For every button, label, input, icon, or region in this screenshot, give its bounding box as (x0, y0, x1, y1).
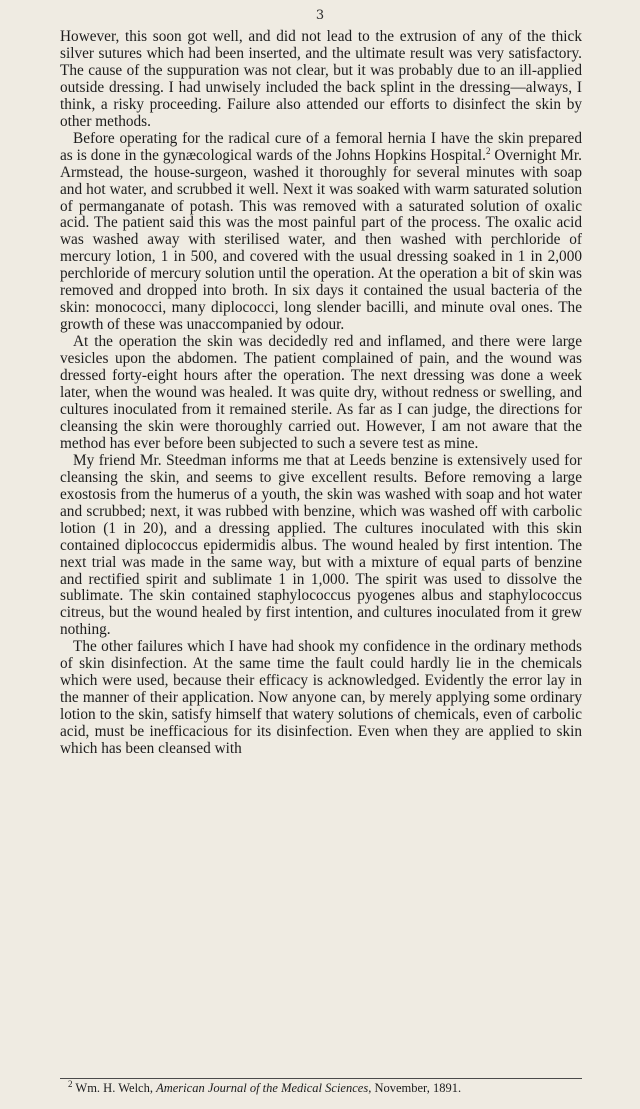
paragraph-2-text-a: Before operating for the radical cure of a femoral hernia I have the skin prepared as is done in the gynæcological wards of the Johns Hopkins Hospital. (60, 129, 582, 164)
footnote-divider (60, 1078, 582, 1079)
footnote (68, 1078, 584, 1096)
footnote-date: , November, 1891. (368, 1081, 462, 1095)
footnote-journal: American Journal of the Medical Sciences (156, 1081, 369, 1095)
paragraph-4: My friend Mr. Steedman informs me that at Leeds benzine is extensively used for cleansing the skin, and seems to give excellent results. Before removing a large exostosis from the humerus of a youth, the skin was washed with soap and hot water and scrubbed; next, it was rubbed with benzine, which was washed off with carbolic lotion (1 in 20), and a dressing applied. The cultures inoculated with this skin contained diplococcus epidermidis albus. The wound healed by first intention. The next trial was made in the same way, but with a mixture of equal parts of benzine and rectified spirit and sublimate 1 in 1,000. The spirit was used to dissolve the sublimate. The skin contained staphylococcus pyogenes albus and staphylococcus citreus, but the wound healed by first intention, and cultures inoculated from it grew nothing. (60, 451, 582, 639)
footnote-marker: 2 (68, 1078, 73, 1089)
page-number: 3 (315, 8, 325, 23)
footnote-reference: 2 (485, 145, 491, 156)
body-text (60, 29, 582, 758)
paragraph-1: However, this soon got well, and did not lead to the extrusion of any of the thick silver sutures which had been inserted, and the ultimate result was very satisfactory. The cause of the suppuration was not clear, but it was probably due to an ill-applied outside dressing. I had unwisely included the back splint in the dressing—always, I think, a risky proceeding. Failure also attended our efforts to disinfect the skin by other methods. (60, 28, 582, 130)
footnote-author: Wm. H. Welch, (72, 1081, 157, 1095)
paragraph-2-text-b: Overnight Mr. Armstead, the house-surgeon, washed it thoroughly for several minutes with soap and hot water, and scrubbed it well. Next it was soaked with warm saturated solution of permanganate of potash. This was removed with a saturated solution of oxalic acid. The patient said this was the most painful part of the process. The oxalic acid was washed away with sterilised water, and then washed with perchloride of mercury lotion, 1 in 500, and covered with the usual dressing soaked in 1 in 2,000 perchloride of mercury solution until the operation. At the operation a bit of skin was removed and dropped into broth. In six days it contained the usual bacteria of the skin: monococci, many diplococci, long slender bacilli, and minute oval ones. The growth of these was unaccompanied by odour. (60, 146, 582, 334)
paragraph-3: At the operation the skin was decidedly red and inflamed, and there were large vesicles upon the abdomen. The patient complained of pain, and the wound was dressed forty-eight hours after the operation. The next dressing was done a week later, when the wound was healed. It was quite dry, without redness or swelling, and cultures inoculated from it remained sterile. As far as I can judge, the directions for cleansing the skin were thoroughly carried out. However, I am not aware that the method has ever before been subjected to such a severe test as mine. (60, 333, 582, 452)
paragraph-5: The other failures which I have had shook my confidence in the ordinary methods of skin disinfection. At the same time the fault could hardly lie in the chemicals which were used, because their efficacy is acknowledged. Evidently the error lay in the manner of their application. Now anyone can, by merely applying some ordinary lotion to the skin, satisfy himself that watery solutions of chemicals, even of carbolic acid, must be inefficacious for its disinfection. Even when they are applied to skin which has been cleansed with (60, 638, 582, 758)
paragraph-2 (60, 131, 582, 334)
